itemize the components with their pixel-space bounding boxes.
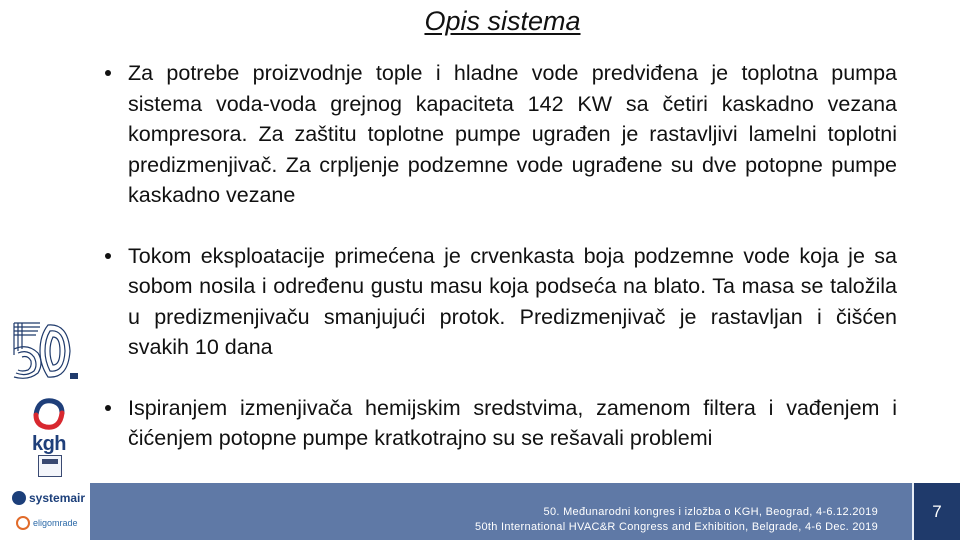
bullet-item: [104, 393, 897, 454]
bullet-text: Ispiranjem izmenjivača hemijskim sredstvima, zamenom filtera i vađenjem i čićenjem potopne pumpe kratkotrajno su se rešavali problemi: [128, 395, 897, 450]
left-logo-column: [0, 315, 90, 485]
page-number-block: [912, 483, 960, 540]
bullet-text: Tokom eksploatacije primećena je crvenkasta boja podzemne vode koja je sa sobom nosila i određenu gustu masu koja podseća na blato. Ta masa se taložila u predizmenjivaču smanjujući protok. Predizmenjivač je rastavljan i čišćen svakih 10 dana: [128, 243, 897, 359]
bullet-dot-icon: [105, 70, 111, 76]
bullet-dot-icon: [105, 405, 111, 411]
eligomrade-wordmark: eligomrade: [33, 518, 78, 528]
eligomrade-logo: [16, 513, 78, 533]
bullet-text: Za potrebe proizvodnje tople i hladne vode predviđena je toplotna pumpa sistema voda-voda grejnog kapaciteta 142 KW sa četiri kaskadno vezana kompresora. Za zaštitu toplotne pumpe ugrađen je rastavljivi lamelni toplotni predizmenjivač. Za crpljenje podzemne vode ugrađene su dve potopne pumpe kaskadno vezane: [128, 61, 897, 207]
bullet-item: [104, 241, 897, 363]
page-number: 7: [932, 502, 942, 521]
footer-caption: [475, 505, 878, 535]
kgh-swirl-icon: [22, 395, 76, 433]
bullet-list: [104, 58, 897, 484]
eligomrade-ring-icon: [16, 516, 30, 530]
systemair-wordmark: systemair: [29, 491, 86, 505]
footer-line-english: 50th International HVAC&R Congress and Exhibition, Belgrade, 4-6 Dec. 2019: [475, 521, 878, 533]
systemair-logo: [12, 489, 85, 507]
bullet-dot-icon: [105, 253, 111, 259]
systemair-mark-icon: [12, 491, 26, 505]
slide-title: Opis sistema: [424, 6, 581, 36]
certification-badge-icon: [38, 455, 62, 477]
bullet-item: [104, 58, 897, 211]
anniversary-50-icon: [10, 315, 80, 387]
kgh-wordmark: kgh: [31, 433, 67, 455]
footer-line-serbian: 50. Međunarodni kongres i izložba o KGH, Beograd, 4-6.12.2019: [543, 506, 878, 518]
